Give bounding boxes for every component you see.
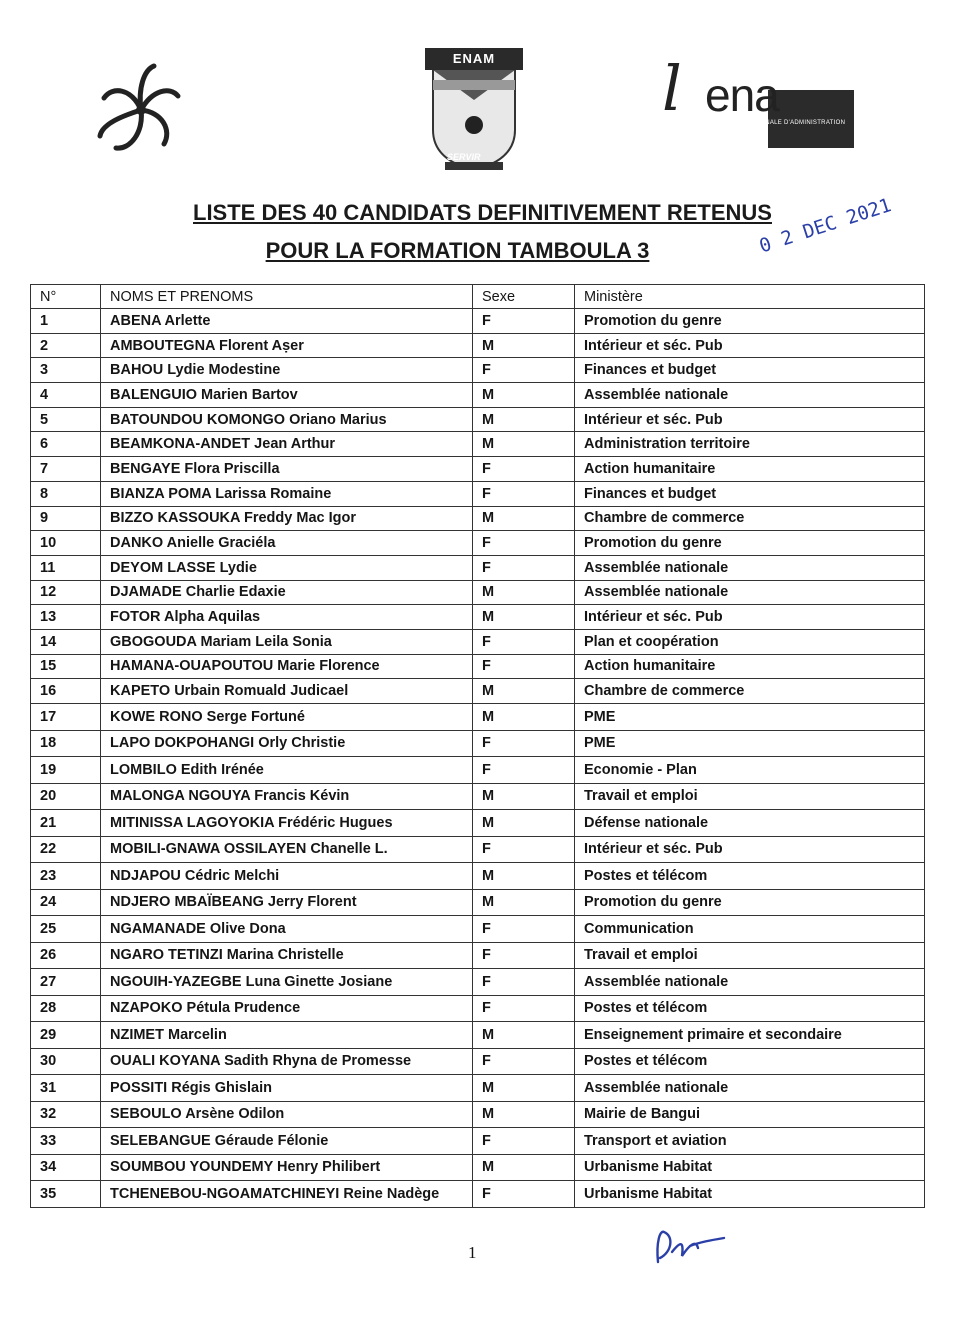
row-number: 24 [31, 889, 101, 916]
table-row [31, 1022, 925, 1049]
row-sex: M [473, 506, 575, 531]
table-row [31, 654, 925, 679]
row-sex: M [473, 1154, 575, 1181]
row-name: SEBOULO Arsène Odilon [101, 1101, 473, 1128]
row-ministry: Assemblée nationale [575, 555, 925, 580]
row-ministry: Administration territoire [575, 432, 925, 457]
row-name: BALENGUIO Marien Bartov [101, 383, 473, 408]
row-ministry: Promotion du genre [575, 531, 925, 556]
row-ministry: Travail et emploi [575, 783, 925, 810]
row-ministry: Promotion du genre [575, 309, 925, 334]
row-name: LOMBILO Edith Irénée [101, 757, 473, 784]
row-number: 6 [31, 432, 101, 457]
row-sex: M [473, 704, 575, 731]
row-number: 22 [31, 836, 101, 863]
row-ministry: Urbanisme Habitat [575, 1154, 925, 1181]
row-sex: M [473, 1022, 575, 1049]
row-number: 25 [31, 916, 101, 943]
row-ministry: Chambre de commerce [575, 506, 925, 531]
row-name: SOUMBOU YOUNDEMY Henry Philibert [101, 1154, 473, 1181]
row-ministry: Transport et aviation [575, 1128, 925, 1155]
row-sex: M [473, 783, 575, 810]
row-ministry: Mairie de Bangui [575, 1101, 925, 1128]
row-sex: F [473, 1181, 575, 1208]
row-number: 19 [31, 757, 101, 784]
table-row [31, 506, 925, 531]
row-number: 32 [31, 1101, 101, 1128]
table-row [31, 407, 925, 432]
row-number: 34 [31, 1154, 101, 1181]
row-number: 8 [31, 481, 101, 506]
row-name: POSSITI Régis Ghislain [101, 1075, 473, 1102]
row-number: 21 [31, 810, 101, 837]
row-sex: F [473, 654, 575, 679]
row-name: BAHOU Lydie Modestine [101, 358, 473, 383]
enam-crest [425, 48, 523, 170]
table-row [31, 889, 925, 916]
table-row [31, 704, 925, 731]
table-row [31, 679, 925, 704]
row-name: LAPO DOKPOHANGI Orly Christie [101, 730, 473, 757]
row-sex: M [473, 1101, 575, 1128]
table-row [31, 757, 925, 784]
row-sex: F [473, 481, 575, 506]
row-sex: M [473, 810, 575, 837]
row-sex: M [473, 889, 575, 916]
row-sex: F [473, 916, 575, 943]
row-name: NDJAPOU Cédric Melchi [101, 863, 473, 890]
row-sex: F [473, 457, 575, 482]
row-number: 14 [31, 629, 101, 654]
row-number: 18 [31, 730, 101, 757]
row-number: 12 [31, 580, 101, 605]
row-sex: F [473, 1128, 575, 1155]
row-name: BATOUNDOU KOMONGO Oriano Marius [101, 407, 473, 432]
row-sex: F [473, 995, 575, 1022]
header-sex: Sexe [473, 285, 575, 309]
crest-motto: SERVIR [447, 152, 481, 162]
row-ministry: Postes et télécom [575, 995, 925, 1022]
row-name: NGARO TETINZI Marina Christelle [101, 942, 473, 969]
row-name: BEAMKONA-ANDET Jean Arthur [101, 432, 473, 457]
row-ministry: Action humanitaire [575, 654, 925, 679]
table-row [31, 580, 925, 605]
row-name: NZAPOKO Pétula Prudence [101, 995, 473, 1022]
swirl-logo-icon [92, 58, 190, 162]
date-stamp: 0 2 DEC 2021 [756, 194, 894, 258]
row-name: SELEBANGUE Géraude Félonie [101, 1128, 473, 1155]
ena-logo-block [768, 90, 854, 148]
row-name: ABENA Arlette [101, 309, 473, 334]
row-sex: F [473, 531, 575, 556]
row-ministry: Assemblée nationale [575, 383, 925, 408]
row-name: BIANZA POMA Larissa Romaine [101, 481, 473, 506]
row-sex: M [473, 407, 575, 432]
table-row [31, 1128, 925, 1155]
row-ministry: Enseignement primaire et secondaire [575, 1022, 925, 1049]
row-number: 26 [31, 942, 101, 969]
table-row [31, 457, 925, 482]
row-name: KAPETO Urbain Romuald Judicael [101, 679, 473, 704]
table-row [31, 555, 925, 580]
row-number: 4 [31, 383, 101, 408]
row-sex: F [473, 942, 575, 969]
row-sex: F [473, 629, 575, 654]
row-name: MALONGA NGOUYA Francis Kévin [101, 783, 473, 810]
row-sex: M [473, 1075, 575, 1102]
table-row [31, 836, 925, 863]
row-ministry: Action humanitaire [575, 457, 925, 482]
table-row [31, 969, 925, 996]
row-number: 5 [31, 407, 101, 432]
row-number: 2 [31, 333, 101, 358]
row-number: 16 [31, 679, 101, 704]
header-name: NOMS ET PRENOMS [101, 285, 473, 309]
row-number: 9 [31, 506, 101, 531]
row-sex: M [473, 679, 575, 704]
row-name: MOBILI-GNAWA OSSILAYEN Chanelle L. [101, 836, 473, 863]
row-number: 31 [31, 1075, 101, 1102]
row-number: 29 [31, 1022, 101, 1049]
row-number: 17 [31, 704, 101, 731]
row-name: MITINISSA LAGOYOKIA Frédéric Hugues [101, 810, 473, 837]
ena-word: ena [705, 69, 779, 121]
table-header-row [31, 285, 925, 309]
page-number: 1 [468, 1243, 477, 1262]
candidates-table [30, 284, 925, 1208]
row-number: 20 [31, 783, 101, 810]
table-row [31, 783, 925, 810]
row-sex: F [473, 730, 575, 757]
row-sex: M [473, 383, 575, 408]
row-ministry: Urbanisme Habitat [575, 1181, 925, 1208]
row-sex: F [473, 555, 575, 580]
row-sex: F [473, 836, 575, 863]
row-ministry: Chambre de commerce [575, 679, 925, 704]
row-sex: F [473, 969, 575, 996]
row-name: DJAMADE Charlie Edaxie [101, 580, 473, 605]
row-sex: M [473, 580, 575, 605]
row-ministry: Postes et télécom [575, 1048, 925, 1075]
row-number: 3 [31, 358, 101, 383]
row-ministry: Plan et coopération [575, 629, 925, 654]
row-ministry: PME [575, 704, 925, 731]
table-row [31, 333, 925, 358]
table-row [31, 629, 925, 654]
row-sex: F [473, 358, 575, 383]
row-ministry: Economie - Plan [575, 757, 925, 784]
row-number: 27 [31, 969, 101, 996]
document-title-line1: LISTE DES 40 CANDIDATS DEFINITIVEMENT RETENUS [193, 200, 772, 225]
row-ministry: Communication [575, 916, 925, 943]
row-sex: M [473, 605, 575, 630]
row-number: 35 [31, 1181, 101, 1208]
row-number: 11 [31, 555, 101, 580]
row-ministry: Intérieur et séc. Pub [575, 836, 925, 863]
row-sex: M [473, 863, 575, 890]
ena-script-letter: l [662, 52, 682, 125]
row-name: HAMANA-OUAPOUTOU Marie Florence [101, 654, 473, 679]
row-name: FOTOR Alpha Aquilas [101, 605, 473, 630]
row-ministry: Postes et télécom [575, 863, 925, 890]
crest-band-label: ENAM [425, 48, 523, 70]
row-number: 23 [31, 863, 101, 890]
row-ministry: Assemblée nationale [575, 969, 925, 996]
table-row [31, 358, 925, 383]
row-ministry: Intérieur et séc. Pub [575, 407, 925, 432]
row-name: OUALI KOYANA Sadith Rhyna de Promesse [101, 1048, 473, 1075]
document-title-line2: POUR LA FORMATION TAMBOULA 3 [265, 238, 650, 263]
row-sex: F [473, 757, 575, 784]
row-number: 13 [31, 605, 101, 630]
table-row [31, 1048, 925, 1075]
row-name: DANKO Anielle Graciéla [101, 531, 473, 556]
table-row [31, 605, 925, 630]
row-name: NGAMANADE Olive Dona [101, 916, 473, 943]
row-name: BIZZO KASSOUKA Freddy Mac Igor [101, 506, 473, 531]
row-name: AMBOUTEGNA Florent Aṣer [101, 333, 473, 358]
row-name: NDJERO MBAÏBEANG Jerry Florent [101, 889, 473, 916]
row-ministry: Promotion du genre [575, 889, 925, 916]
table-row [31, 383, 925, 408]
row-ministry: Finances et budget [575, 481, 925, 506]
row-ministry: Assemblée nationale [575, 1075, 925, 1102]
row-name: DEYOM LASSE Lydie [101, 555, 473, 580]
table-row [31, 863, 925, 890]
table-body [31, 309, 925, 1208]
row-number: 10 [31, 531, 101, 556]
row-number: 7 [31, 457, 101, 482]
row-name: NGOUIH-YAZEGBE Luna Ginette Josiane [101, 969, 473, 996]
row-name: NZIMET Marcelin [101, 1022, 473, 1049]
table-row [31, 1154, 925, 1181]
row-name: GBOGOUDA Mariam Leila Sonia [101, 629, 473, 654]
table-row [31, 309, 925, 334]
table-row [31, 1075, 925, 1102]
table-row [31, 481, 925, 506]
row-number: 1 [31, 309, 101, 334]
table-row [31, 942, 925, 969]
row-sex: M [473, 432, 575, 457]
header-ministry: Ministère [575, 285, 925, 309]
row-sex: F [473, 309, 575, 334]
ena-subtitle: ÉCOLE NATIONALE D'ADMINISTRATION [722, 120, 846, 126]
row-ministry: Assemblée nationale [575, 580, 925, 605]
signature-icon [650, 1222, 730, 1272]
table-row [31, 810, 925, 837]
row-name: BENGAYE Flora Priscilla [101, 457, 473, 482]
row-ministry: Travail et emploi [575, 942, 925, 969]
row-ministry: Finances et budget [575, 358, 925, 383]
row-ministry: Défense nationale [575, 810, 925, 837]
row-sex: M [473, 333, 575, 358]
header-number: N° [31, 285, 101, 309]
row-ministry: Intérieur et séc. Pub [575, 333, 925, 358]
row-number: 33 [31, 1128, 101, 1155]
row-name: TCHENEBOU-NGOAMATCHINEYI Reine Nadège [101, 1181, 473, 1208]
row-number: 28 [31, 995, 101, 1022]
row-number: 30 [31, 1048, 101, 1075]
table-row [31, 432, 925, 457]
table-row [31, 531, 925, 556]
row-number: 15 [31, 654, 101, 679]
table-row [31, 995, 925, 1022]
row-name: KOWE RONO Serge Fortuné [101, 704, 473, 731]
table-row [31, 730, 925, 757]
row-ministry: PME [575, 730, 925, 757]
row-ministry: Intérieur et séc. Pub [575, 605, 925, 630]
row-sex: F [473, 1048, 575, 1075]
table-row [31, 916, 925, 943]
table-row [31, 1101, 925, 1128]
table-row [31, 1181, 925, 1208]
